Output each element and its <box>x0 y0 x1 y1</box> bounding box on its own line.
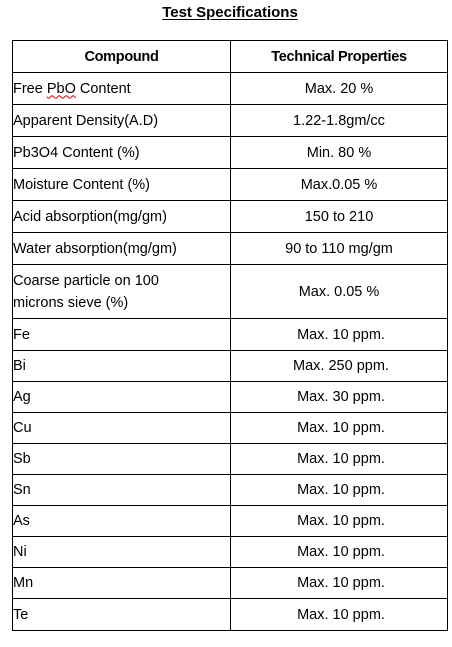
property-value-cell: 90 to 110 mg/gm <box>231 233 448 265</box>
property-value-cell: Max.0.05 % <box>231 169 448 201</box>
property-value-cell: 150 to 210 <box>231 201 448 233</box>
table-row <box>13 506 448 537</box>
table-row <box>13 413 448 444</box>
table-row <box>13 537 448 568</box>
table-row <box>13 233 448 265</box>
table-row <box>13 351 448 382</box>
compound-cell: Pb3O4 Content (%) <box>13 137 231 169</box>
compound-text-line2: microns sieve (%) <box>13 294 129 311</box>
compound-text-suffix: Content <box>75 80 131 97</box>
element-limit-cell: Max. 10 ppm. <box>231 568 448 599</box>
compound-text-line1: Coarse particle on 100 <box>13 272 159 289</box>
table-row <box>13 382 448 413</box>
compound-cell: Water absorption(mg/gm) <box>13 233 231 265</box>
compound-text: Free <box>13 80 47 97</box>
compound-cell: Acid absorption(mg/gm) <box>13 201 231 233</box>
element-cell: Bi <box>13 351 231 382</box>
element-limit-cell: Max. 10 ppm. <box>231 444 448 475</box>
table-row <box>13 319 448 351</box>
element-limit-cell: Max. 250 ppm. <box>231 351 448 382</box>
table-row <box>13 599 448 631</box>
table-row <box>13 444 448 475</box>
compound-cell <box>13 265 231 319</box>
element-cell: Sn <box>13 475 231 506</box>
element-limit-cell: Max. 10 ppm. <box>231 475 448 506</box>
table-row <box>13 105 448 137</box>
property-value-cell: Max. 20 % <box>231 73 448 105</box>
element-limit-cell: Max. 30 ppm. <box>231 382 448 413</box>
element-cell: Fe <box>13 319 231 351</box>
element-limit-cell: Max. 10 ppm. <box>231 537 448 568</box>
table-row <box>13 475 448 506</box>
element-cell: Cu <box>13 413 231 444</box>
element-limit-cell: Max. 10 ppm. <box>231 413 448 444</box>
property-value-cell: Min. 80 % <box>231 137 448 169</box>
table-row <box>13 265 448 319</box>
property-value-cell: Max. 0.05 % <box>231 265 448 319</box>
table-row <box>13 137 448 169</box>
element-limit-cell: Max. 10 ppm. <box>231 319 448 351</box>
table-row <box>13 201 448 233</box>
element-cell: Ag <box>13 382 231 413</box>
property-value-cell: 1.22-1.8gm/cc <box>231 105 448 137</box>
table-header-row <box>13 41 448 73</box>
spellcheck-flagged-text: PbO <box>46 80 76 97</box>
table-row <box>13 169 448 201</box>
element-cell: Ni <box>13 537 231 568</box>
column-header-compound: Compound <box>13 41 231 73</box>
specifications-table <box>12 40 448 631</box>
table-row <box>13 73 448 105</box>
page-title: Test Specifications <box>162 4 298 21</box>
compound-cell: Moisture Content (%) <box>13 169 231 201</box>
element-limit-cell: Max. 10 ppm. <box>231 599 448 631</box>
element-cell: Te <box>13 599 231 631</box>
element-cell: As <box>13 506 231 537</box>
element-limit-cell: Max. 10 ppm. <box>231 506 448 537</box>
compound-cell <box>13 73 231 105</box>
compound-cell: Apparent Density(A.D) <box>13 105 231 137</box>
table-row <box>13 568 448 599</box>
element-cell: Mn <box>13 568 231 599</box>
column-header-technical-properties: Technical Properties <box>231 41 448 73</box>
element-cell: Sb <box>13 444 231 475</box>
